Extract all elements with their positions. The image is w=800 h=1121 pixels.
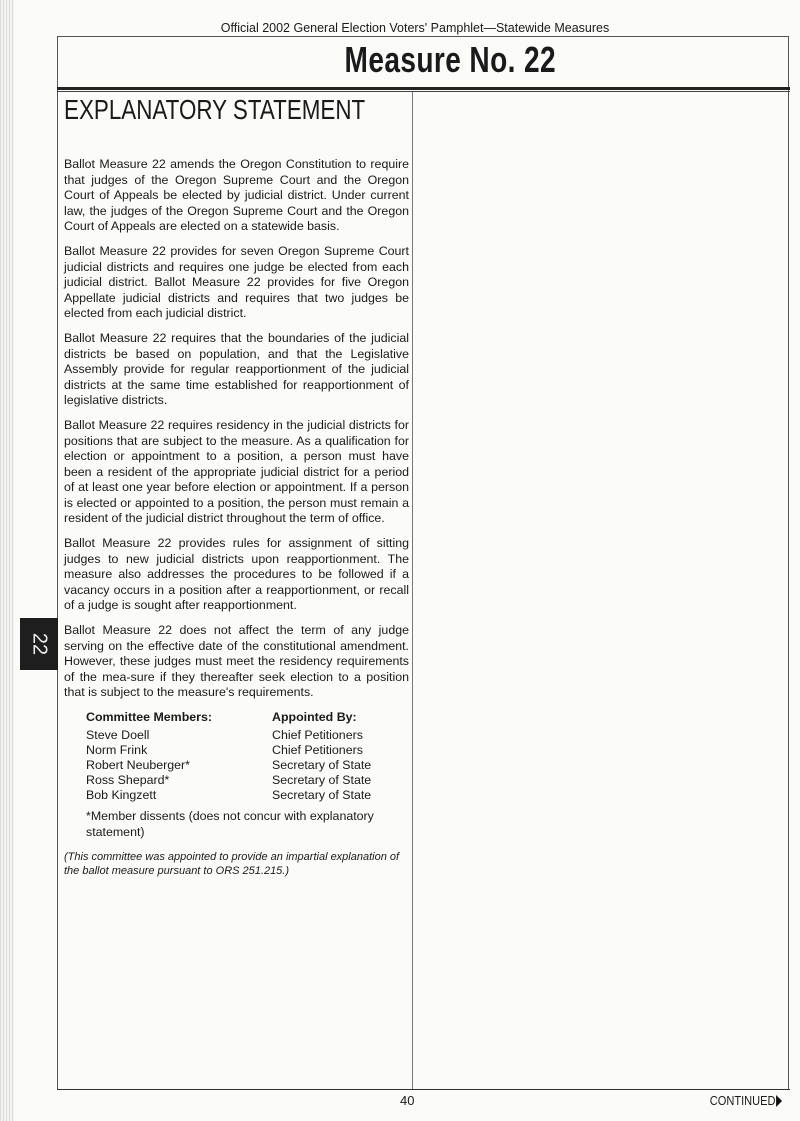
appointed-header: Appointed By: <box>272 710 357 724</box>
measure-title: Measure No. 22 <box>344 39 557 80</box>
appointed-by: Secretary of State <box>272 788 372 802</box>
arrow-right-icon <box>776 1095 782 1107</box>
scan-edge <box>0 0 14 1121</box>
column-divider <box>412 92 413 1090</box>
title-rule-thin <box>57 91 790 92</box>
running-header: Official 2002 General Election Voters' Pamphlet—Statewide Measures <box>220 21 610 35</box>
appointed-by: Chief Petitioners <box>272 728 363 742</box>
explanatory-statement <box>64 157 409 878</box>
footnote: (This committee was appointed to provide an impartial explanation of the ballot measure pursuant to ORS 251.215.) <box>64 851 400 878</box>
appointed-by: Secretary of State <box>272 773 372 787</box>
continued-label: CONTINUED <box>709 1093 776 1108</box>
continued-indicator <box>710 1093 782 1108</box>
paragraph: Ballot Measure 22 provides for seven Oregon Supreme Court judicial districts and requires one judge be elected from each judicial district. Ballot Measure 22 provides for five Oregon Appellate judicial districts and requires that two judges be elected from each judicial district. <box>64 243 409 321</box>
title-band <box>57 36 789 88</box>
paragraph: Ballot Measure 22 does not affect the term of any judge serving on the effective date of the constitutional amendment. However, these judges must meet the residency requirements of the mea-sure if they thereafter seek election to a position that is subject to the measure's requirements. <box>64 623 409 700</box>
side-tab-number: 22 <box>28 632 51 656</box>
page-number: 40 <box>400 1093 415 1108</box>
committee-table <box>86 710 409 803</box>
member-name: Ross Shepard* <box>86 773 170 787</box>
title-rule <box>57 87 790 90</box>
member-name: Bob Kingzett <box>86 788 157 802</box>
bottom-rule <box>57 1089 790 1090</box>
side-tab <box>20 618 58 670</box>
section-heading: EXPLANATORY STATEMENT <box>64 94 366 125</box>
appointed-by: Secretary of State <box>272 758 372 772</box>
dissent-note: *Member dissents (does not concur with explanatory statement) <box>86 809 374 839</box>
member-name: Norm Frink <box>86 743 148 757</box>
members-header: Committee Members: <box>86 710 212 724</box>
paragraph: Ballot Measure 22 requires residency in the judicial districts for positions that are subject to the measure. As a qualification for election or appointment to a position, a person must have been a resident of the appropriate judicial district for a period of at least one year before election or appointment. If a person is elected or appointed to a position, the person must remain a resident of the judicial district throughout the term of office. <box>64 417 409 526</box>
paragraph: Ballot Measure 22 provides rules for assignment of sitting judges to new judicial districts upon reapportionment. The measure also addresses the procedures to be followed if a vacancy occurs in a position after a reapportionment, or recall of a judge is sought after reapportionment. <box>64 536 409 613</box>
member-name: Robert Neuberger* <box>86 758 191 772</box>
member-name: Steve Doell <box>86 728 150 742</box>
paragraph: Ballot Measure 22 requires that the boundaries of the judicial districts be based on population, and that the Legislative Assembly provide for regular reapportionment of the judicial districts at the same time established for reapportionment of legislative districts. <box>64 330 409 408</box>
appointed-by: Chief Petitioners <box>272 743 363 757</box>
paragraph: Ballot Measure 22 amends the Oregon Constitution to require that judges of the Oregon Supreme Court and the Oregon Court of Appeals be elected by judicial district. Under current law, the judges of the Oregon Supreme Court and the Oregon Court of Appeals are elected on a statewide basis. <box>64 157 409 234</box>
